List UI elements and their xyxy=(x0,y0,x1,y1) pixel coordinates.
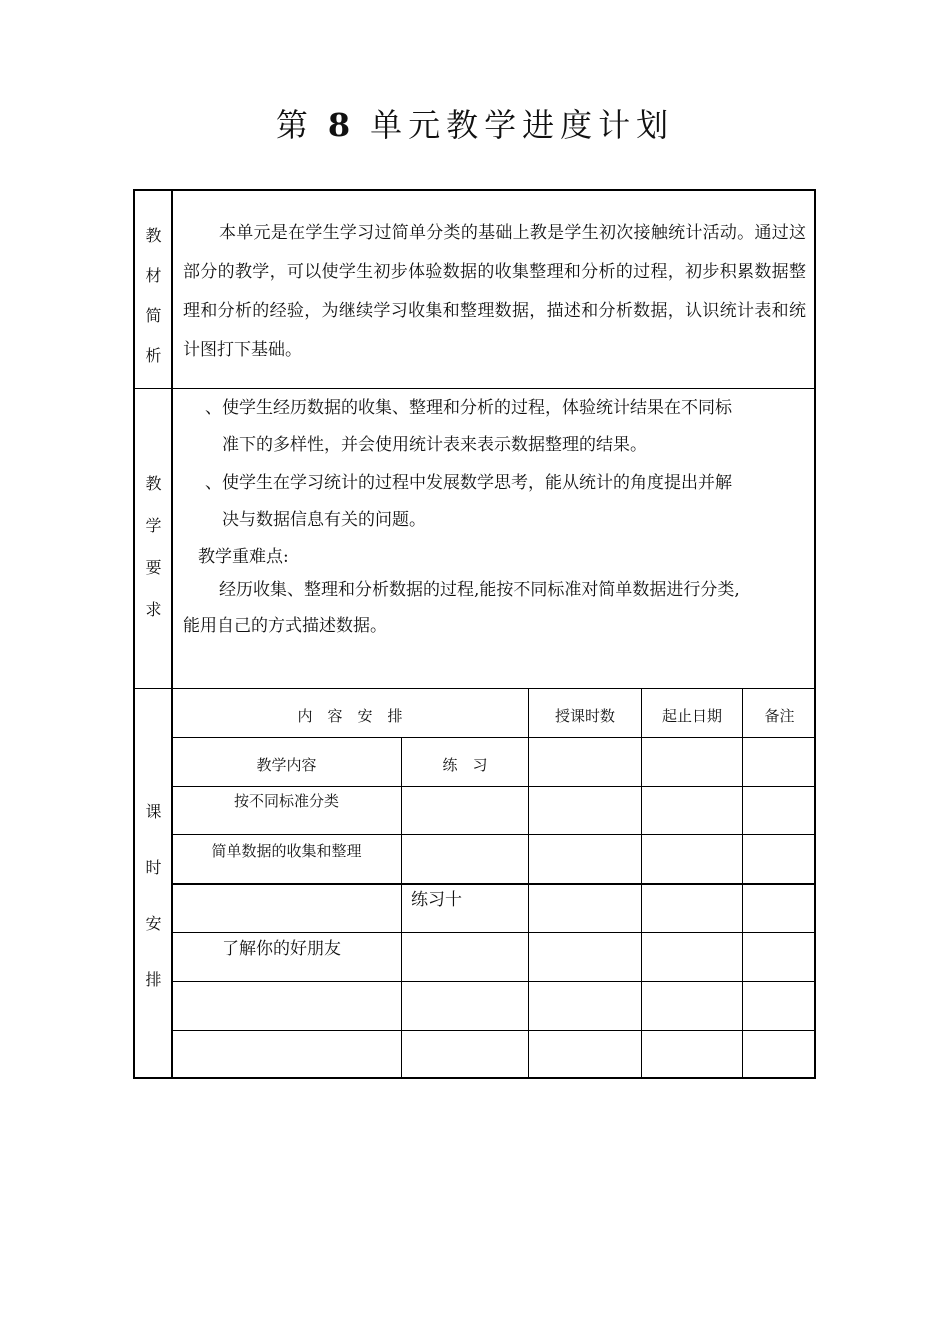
row-teaching: 按不同标准分类 xyxy=(233,792,339,810)
header-hours: 授课时数 xyxy=(554,707,615,725)
grid-col-line xyxy=(742,688,743,1079)
requirement-2-line-1: 、使学生在学习统计的过程中发展数学思考，能从统计的角度提出并解 xyxy=(205,473,732,493)
grid-row-line xyxy=(172,932,816,933)
label-char: 时 xyxy=(145,858,162,877)
title-suffix: 单元教学进度计划 xyxy=(370,106,675,144)
grid-row-line xyxy=(172,981,816,982)
grid-col-line xyxy=(528,688,529,1079)
requirement-1-line-2: 准下的多样性，并会使用统计表来表示数据整理的结果。 xyxy=(222,435,647,455)
row-teaching: 简单数据的收集和整理 xyxy=(211,842,362,860)
label-char: 教 xyxy=(145,226,162,245)
label-char: 教 xyxy=(145,474,162,493)
header-notes: 备注 xyxy=(764,707,795,725)
label-char: 学 xyxy=(145,516,162,535)
label-char: 要 xyxy=(145,558,162,577)
requirements-label xyxy=(135,476,172,618)
header-content: 内 容 安 排 xyxy=(297,707,403,725)
keypoints-heading: 教学重难点: xyxy=(198,547,289,567)
row-practice: 练习十 xyxy=(411,890,462,910)
unit-number: 8 xyxy=(327,106,357,144)
requirement-1-line-1: 、使学生经历数据的收集、整理和分析的过程，体验统计结果在不同标 xyxy=(205,398,732,418)
grid-row-line xyxy=(172,1030,816,1031)
grid-col-line xyxy=(641,688,642,1079)
page-title xyxy=(0,100,950,146)
grid-row-line xyxy=(172,834,816,835)
keypoints-line-1: 经历收集、整理和分析数据的过程,能按不同标准对简单数据进行分类, xyxy=(219,580,740,600)
label-char: 简 xyxy=(145,306,162,325)
label-char: 课 xyxy=(145,802,162,821)
label-char: 求 xyxy=(145,600,162,619)
label-char: 析 xyxy=(145,346,162,365)
section-divider-2 xyxy=(133,688,816,689)
title-prefix: 第 xyxy=(275,106,314,144)
label-char: 安 xyxy=(145,914,162,933)
row-teaching: 了解你的好朋友 xyxy=(222,939,341,959)
label-char: 排 xyxy=(145,970,162,989)
header-dates: 起止日期 xyxy=(661,707,722,725)
grid-row-line xyxy=(172,786,816,787)
materials-label xyxy=(135,228,172,364)
requirement-2-line-2: 决与数据信息有关的问题。 xyxy=(222,510,426,530)
schedule-label xyxy=(135,804,172,988)
subheader-practice: 练 习 xyxy=(442,756,488,774)
grid-row-line xyxy=(172,883,816,885)
grid-col-line xyxy=(401,738,402,1079)
keypoints-line-2: 能用自己的方式描述数据。 xyxy=(183,616,387,636)
subheader-teaching: 教学内容 xyxy=(256,756,317,774)
grid-row-line xyxy=(172,737,816,738)
label-char: 材 xyxy=(145,266,162,285)
materials-text: 本单元是在学生学习过简单分类的基础上教是学生初次接触统计活动。通过这部分的教学，可以使学生初步体验数据的收集整理和分析的过程，初步积累数据整理和分析的经验，为继续学习收集和整理数据，描述和分析数据，认识统计表和统计图打下基础。 xyxy=(183,223,806,360)
